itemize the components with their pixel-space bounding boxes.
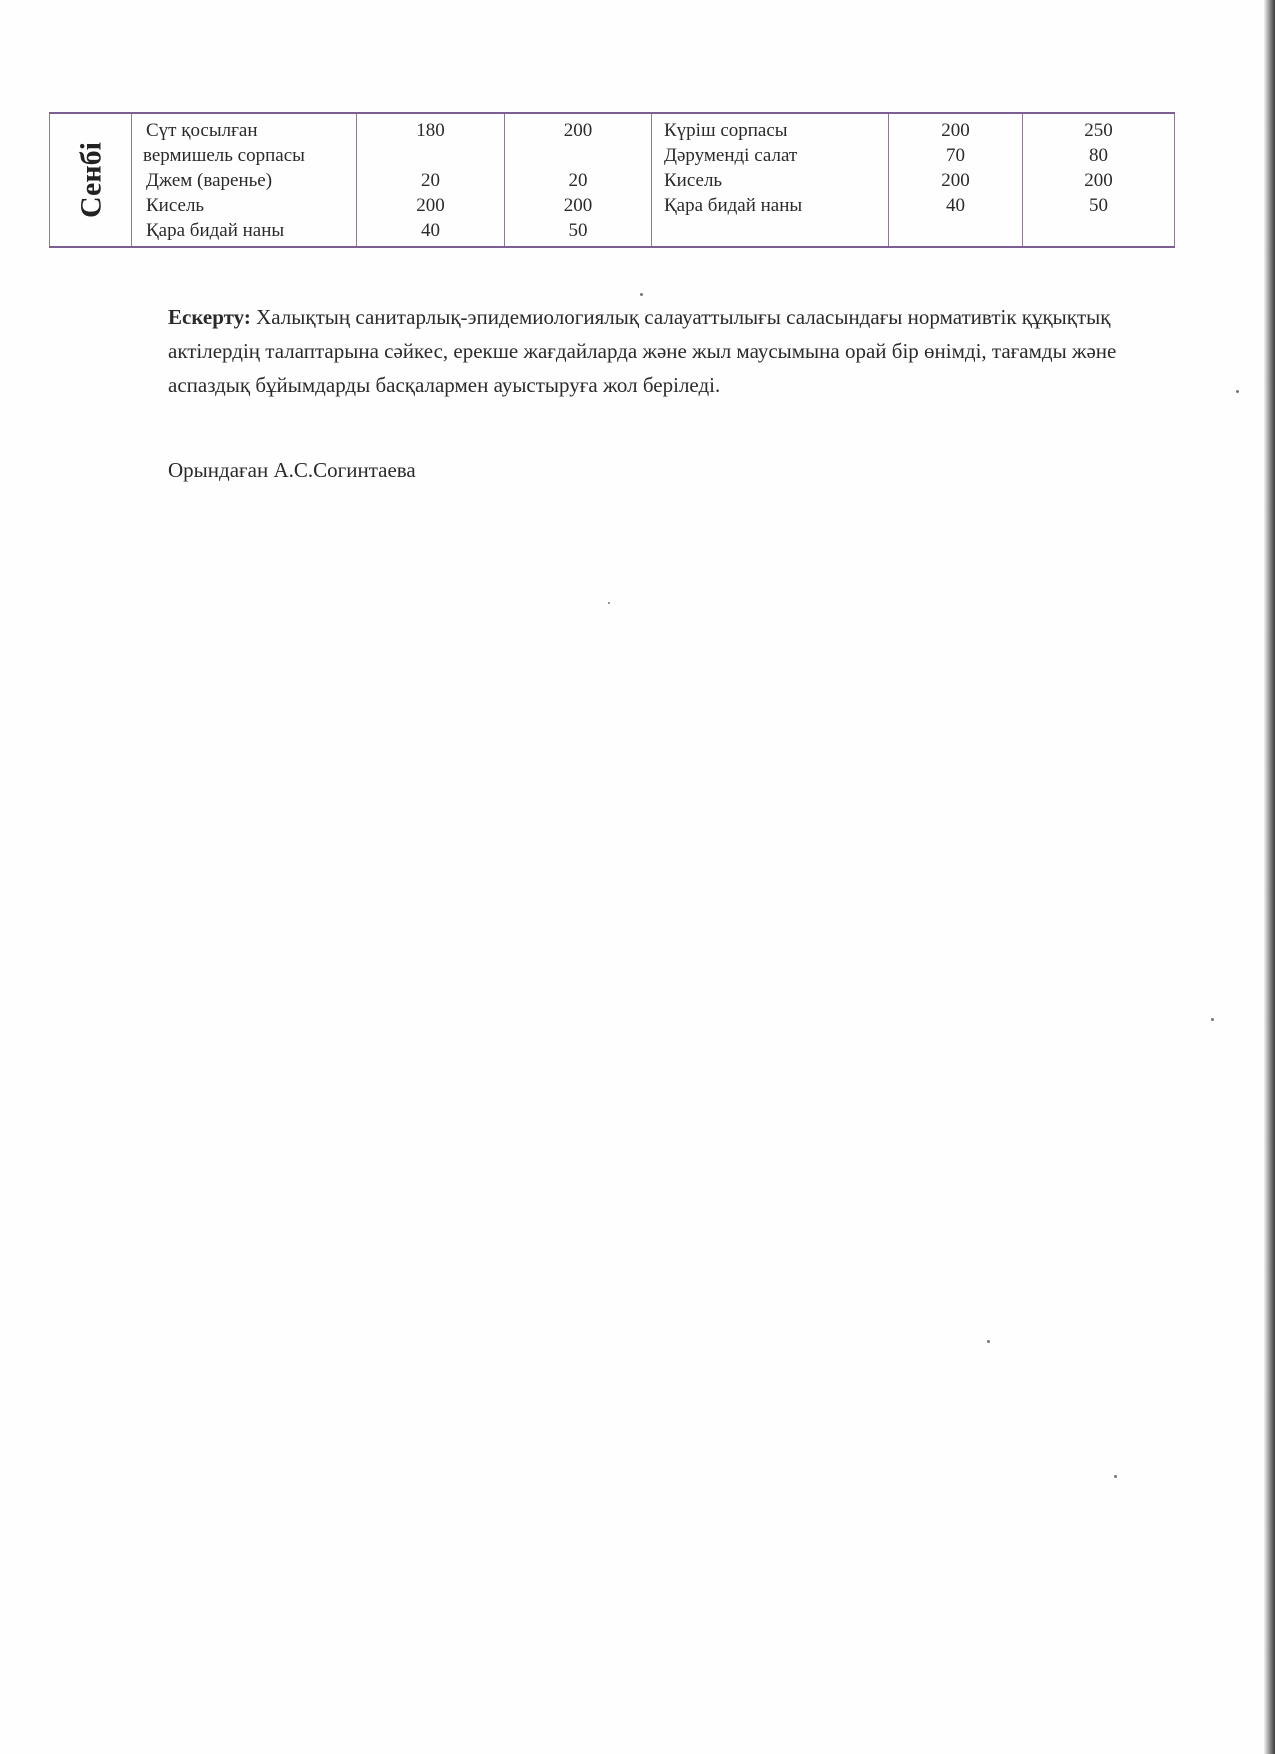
qty-value: 80	[1089, 145, 1108, 166]
qty-value: 50	[568, 220, 588, 241]
signature-line: Орындаған А.С.Согинтаева	[168, 458, 416, 482]
qty-value: 20	[568, 170, 588, 191]
scan-speck	[640, 293, 643, 296]
list-item: вермишель сорпасы	[143, 145, 305, 166]
scan-speck	[987, 1340, 990, 1343]
list-item: Күріш сорпасы	[664, 120, 788, 141]
right-qty-b-cell	[1023, 113, 1175, 247]
note-paragraph	[168, 300, 1168, 402]
right-qty-a-cell	[889, 113, 1023, 247]
list-item: Сүт қосылған	[146, 120, 258, 141]
list-item: Джем (варенье)	[146, 170, 273, 191]
qty-value: 200	[416, 195, 445, 216]
scan-speck	[608, 602, 610, 604]
qty-value: 180	[416, 120, 445, 141]
qty-value: 250	[1084, 120, 1113, 141]
qty-value	[357, 143, 504, 168]
list-item: Қара бидай наны	[146, 220, 285, 241]
left-qty-b-cell	[505, 113, 652, 247]
left-dishes-cell	[132, 113, 357, 247]
qty-value: 200	[941, 170, 970, 191]
left-qty-a-cell	[357, 113, 505, 247]
table-row	[50, 113, 1175, 247]
note-label: Ескерту:	[168, 305, 251, 329]
qty-value: 200	[563, 195, 593, 216]
qty-value	[505, 143, 651, 168]
qty-value: 200	[563, 120, 593, 141]
scan-speck	[1236, 390, 1239, 393]
qty-value: 40	[946, 195, 965, 216]
qty-value: 20	[421, 170, 440, 191]
right-dishes-cell	[652, 113, 889, 247]
list-item: Қара бидай наны	[664, 195, 803, 216]
list-item: Кисель	[146, 195, 205, 216]
qty-value: 70	[946, 145, 965, 166]
qty-value: 200	[1084, 170, 1113, 191]
qty-value: 50	[1089, 195, 1108, 216]
list-item: Кисель	[664, 170, 723, 191]
scan-edge-shadow	[1264, 0, 1275, 1754]
menu-table	[49, 112, 1175, 248]
qty-value: 40	[421, 220, 440, 241]
note-text: Халықтың санитарлық-эпидемиологиялық салауаттылығы саласындағы нормативтік құқықтық актілердің талаптарына сәйкес, ерекше жағдайларда және жыл маусымына орай бір өнімді, тағамды және аспаздық бұйымдарды басқалармен ауыстыруға жол беріледі.	[168, 305, 1117, 397]
qty-value: 200	[941, 120, 970, 141]
scan-speck	[1114, 1475, 1117, 1478]
day-label: Сенбі	[74, 142, 107, 218]
scan-speck	[1211, 1018, 1214, 1021]
day-cell	[50, 113, 132, 247]
list-item: Дәруменді салат	[664, 145, 798, 166]
